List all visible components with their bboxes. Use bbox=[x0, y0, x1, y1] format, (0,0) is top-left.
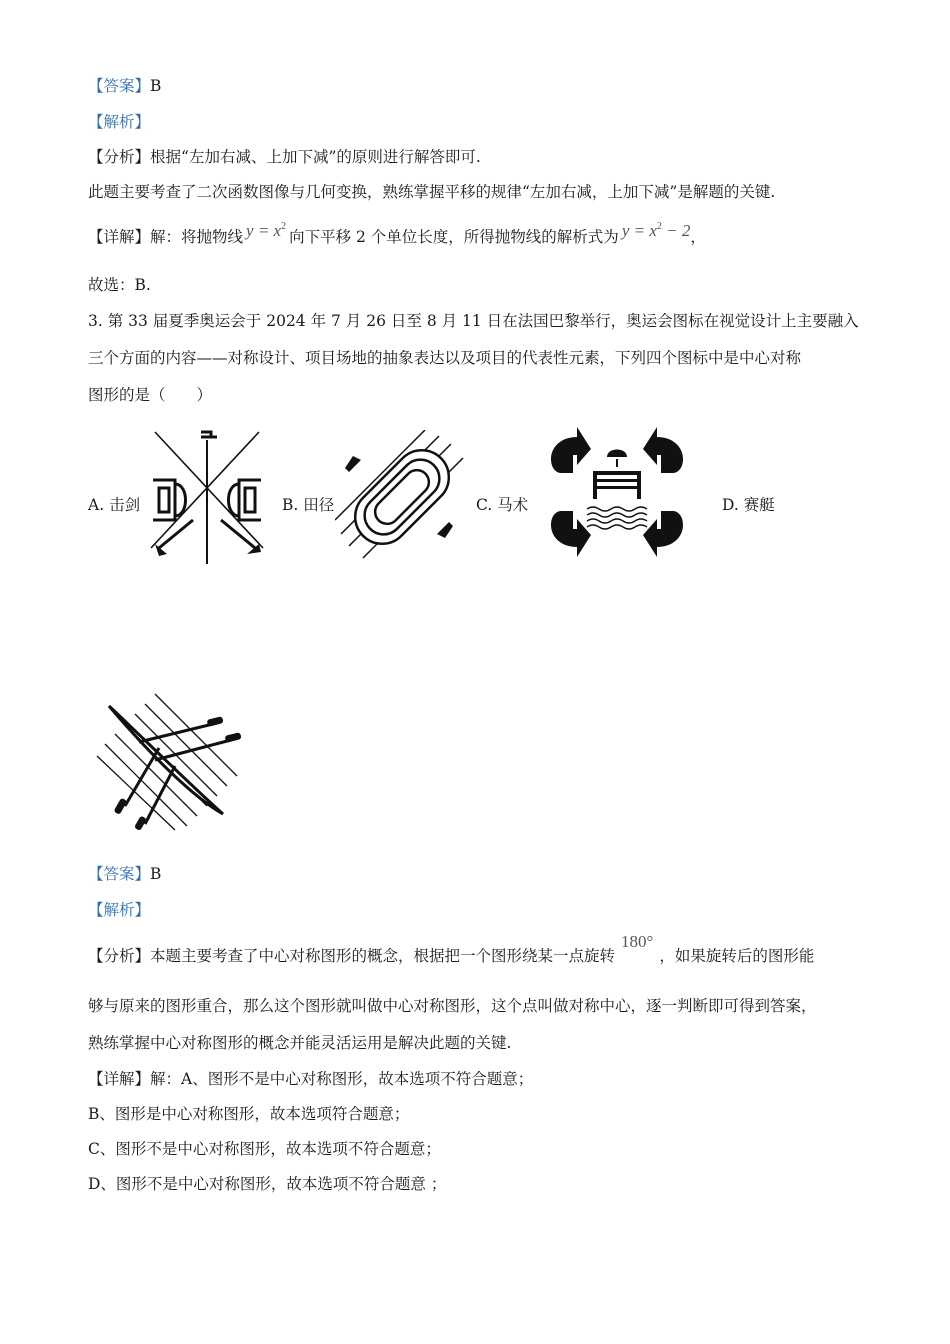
option-a-label: A. bbox=[88, 496, 105, 514]
q3-detail-line-a bbox=[88, 1068, 533, 1090]
q3-analysis-heading bbox=[88, 899, 150, 921]
q3-answer-value: B bbox=[150, 865, 162, 883]
q3-detail-line-b: B、图形是中心对称图形，故本选项符合题意； bbox=[88, 1105, 410, 1123]
q3-detail-line-c: C、图形不是中心对称图形，故本选项不符合题意； bbox=[88, 1140, 441, 1158]
option-c bbox=[476, 494, 528, 516]
fencing-pictogram-icon bbox=[145, 428, 269, 566]
option-c-text: 马术 bbox=[497, 496, 529, 514]
q3-fenxi-text-a: 本题主要考查了中心对称图形的概念，根据把一个图形绕某一点旋转 bbox=[150, 947, 616, 965]
option-d-label: D. bbox=[722, 496, 739, 514]
formula-2-tail: − 2 bbox=[661, 221, 691, 240]
fenxi-tag: 【分析】 bbox=[88, 148, 151, 166]
answer-line bbox=[88, 75, 161, 97]
formula-2 bbox=[622, 221, 691, 240]
q3-fenxi-text-b: ，如果旋转后的图形能 bbox=[659, 947, 815, 965]
formula-1-base: y = x bbox=[246, 221, 282, 240]
q3-fenxi-line-3: 熟练掌握中心对称图形的概念并能灵活运用是解决此题的关键. bbox=[88, 1034, 512, 1052]
answer-tag: 【答案】 bbox=[88, 77, 151, 95]
option-b-text: 田径 bbox=[303, 496, 335, 514]
q3-fenxi-line-2: 够与原来的图形重合，那么这个图形就叫做中心对称图形，这个点叫做对称中心，逐一判断即可得到答案， bbox=[88, 997, 817, 1015]
detail-text-b: 向下平移 2 个单位长度，所得抛物线的解析式为 bbox=[289, 228, 619, 246]
option-a bbox=[88, 494, 140, 516]
fenxi-line bbox=[88, 146, 481, 168]
formula-1-exponent: 2 bbox=[281, 221, 287, 232]
option-a-text: 击剑 bbox=[109, 496, 141, 514]
q3-detail-tag: 【详解】 bbox=[88, 1070, 151, 1088]
detail-tag: 【详解】 bbox=[88, 228, 151, 246]
option-d bbox=[722, 494, 775, 516]
option-b-label: B. bbox=[282, 496, 299, 514]
q3-answer-tag: 【答案】 bbox=[88, 865, 151, 883]
analysis-heading bbox=[88, 111, 150, 133]
answer-value: B bbox=[150, 77, 162, 95]
athletics-pictogram-icon bbox=[335, 430, 469, 564]
detail-text-a: 解：将抛物线 bbox=[150, 228, 244, 246]
q3-stem-line-1: 3. 第 33 届夏季奥运会于 2024 年 7 月 26 日至 8 月 11 日在法国巴黎举行，奥运会图标在视觉设计上主要融入 bbox=[88, 312, 859, 330]
q3-detail-line-d: D、图形不是中心对称图形，故本选项不符合题意 ； bbox=[88, 1175, 447, 1193]
formula-2-exponent: 2 bbox=[656, 221, 662, 232]
q3-fenxi-tag: 【分析】 bbox=[88, 947, 151, 965]
rowing-pictogram-icon bbox=[95, 690, 241, 832]
q3-angle: 180° bbox=[621, 932, 654, 951]
option-d-text: 赛艇 bbox=[743, 496, 775, 514]
option-b bbox=[282, 494, 334, 516]
q3-stem-line-2: 三个方面的内容——对称设计、项目场地的抽象表达以及项目的代表性元素，下列四个图标中是中心对称 bbox=[88, 349, 802, 367]
detail-text-c: ， bbox=[690, 228, 706, 246]
q3-answer-line bbox=[88, 863, 161, 885]
equestrian-pictogram-icon bbox=[547, 425, 687, 559]
detail-line bbox=[88, 221, 706, 251]
q3-analysis-tag: 【解析】 bbox=[88, 901, 151, 919]
formula-1 bbox=[246, 221, 286, 240]
q3-detail-text-a: 解：A、图形不是中心对称图形，故本选项不符合题意； bbox=[150, 1070, 534, 1088]
fenxi-text: 根据“左加右减、上加下减”的原则进行解答即可. bbox=[150, 148, 481, 166]
q3-stem-line-3: 图形的是（ ） bbox=[88, 386, 213, 404]
summary-line: 此题主要考查了二次函数图像与几何变换，熟练掌握平移的规律“左加右减，上加下减”是解题的关键. bbox=[88, 183, 776, 201]
choice-line: 故选：B. bbox=[88, 276, 151, 294]
q3-fenxi-line-1 bbox=[88, 932, 815, 967]
formula-2-base: y = x bbox=[621, 221, 657, 240]
option-c-label: C. bbox=[476, 496, 493, 514]
analysis-tag: 【解析】 bbox=[88, 113, 151, 131]
